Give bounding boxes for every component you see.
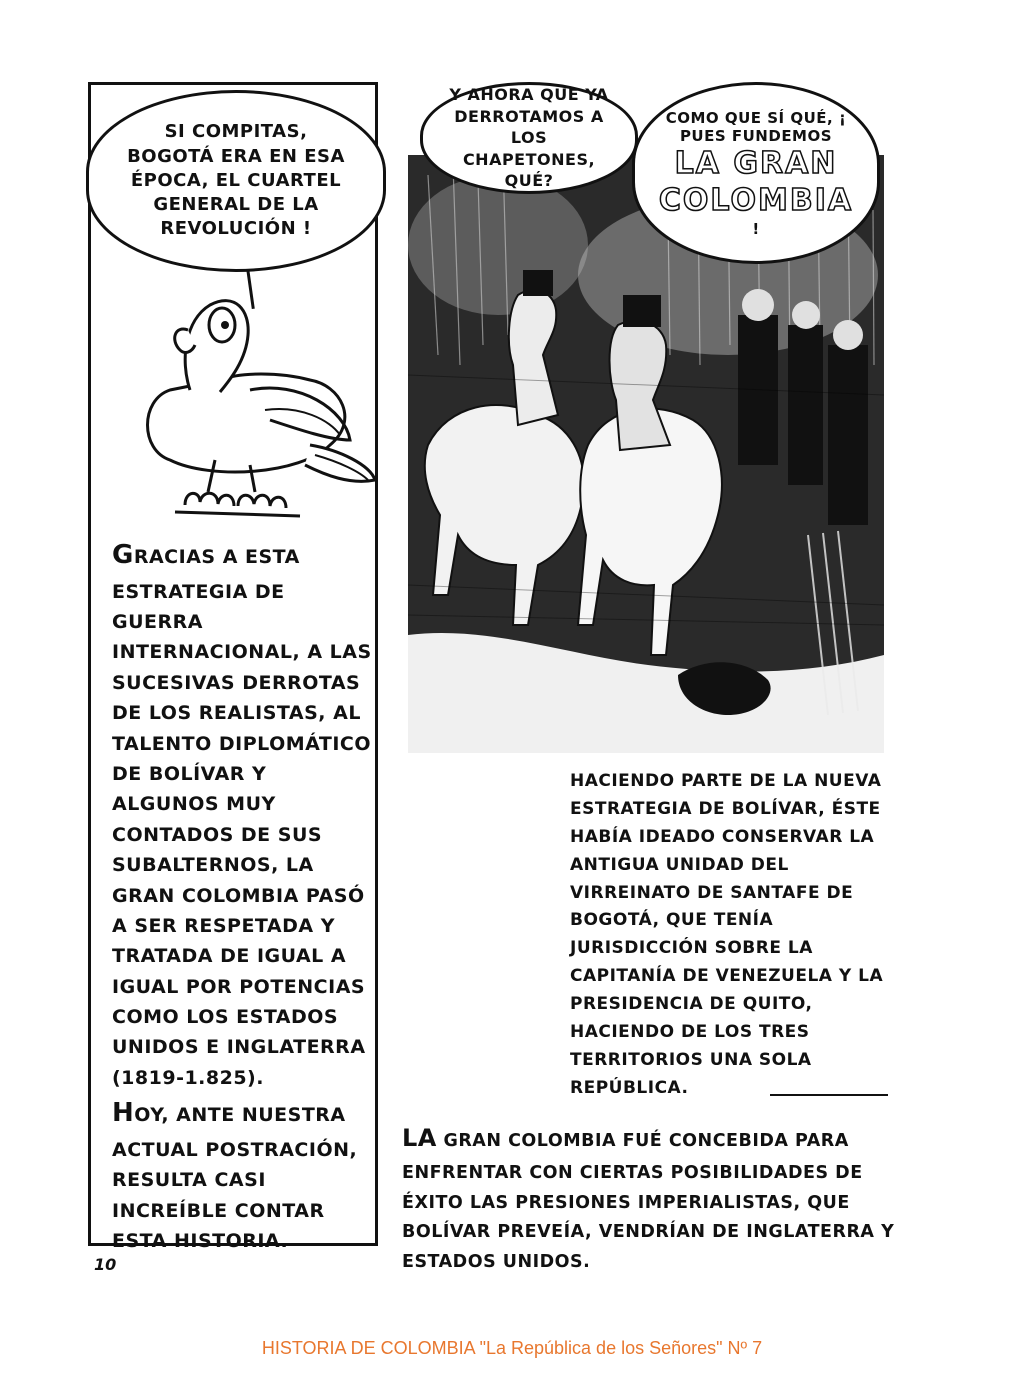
- bottom-narration-text: GRAN COLOMBIA FUÉ CONCEBIDA PARA ENFRENTAR CON CIERTAS POSIBILIDADES DE ÉXITO LAS PRESIONES IMPERIALISTAS, QUE BOLÍVAR PREVEÍA, VENDRÍAN DE INGLATERRA Y ESTADOS UNIDOS.: [402, 1131, 895, 1273]
- narration-divider: [770, 1094, 888, 1096]
- left-narration-text-2: OY, ANTE NUESTRA ACTUAL POSTRACIÓN, RESULTA CASI INCREÍBLE CONTAR ESTA HISTORIA.: [112, 1104, 358, 1252]
- question-speech-text: Y AHORA QUE YA DERROTAMOS A LOS CHAPETONES, QUÉ?: [449, 85, 609, 191]
- left-narration-initial-2: H: [112, 1098, 135, 1129]
- parrot-speech-text: SI COMPITAS, BOGOTÁ ERA EN ESA ÉPOCA, EL CUARTEL GENERAL DE LA REVOLUCIÓN !: [127, 121, 345, 240]
- bottom-narration-initial: LA: [402, 1124, 437, 1152]
- right-narration: [570, 768, 900, 1103]
- bottom-narration: [402, 1118, 902, 1278]
- answer-speech-end: !: [752, 219, 760, 238]
- right-narration-text: HACIENDO PARTE DE LA NUEVA ESTRATEGIA DE BOLÍVAR, ÉSTE HABÍA IDEADO CONSERVAR LA ANTIGUA UNIDAD DEL VIRREINATO DE SANTAFE DE BOGOTÁ, QUE TENÍA JURISDICCIÓN SOBRE LA CAPITANÍA DE VENEZUELA Y LA PRESIDENCIA DE QUITO, HACIENDO DE LOS TRES TERRITORIOS UNA SOLA REPÚBLICA.: [570, 771, 884, 1098]
- page-number: 10: [94, 1255, 117, 1274]
- page-footer: HISTORIA DE COLOMBIA "La República de los Señores" Nº 7: [261, 1338, 763, 1358]
- left-narration-text: RACIAS A ESTA ESTRATEGIA DE GUERRA INTERNACIONAL, A LAS SUCESIVAS DERROTAS DE LOS REALISTAS, AL TALENTO DIPLOMÁTICO DE BOLÍVAR Y ALGUNOS MUY CONTADOS DE SUS SUBALTERNOS, LA GRAN COLOMBIA PASÓ A SER RESPETADA Y TRATADA DE IGUAL A IGUAL POR POTENCIAS COMO LOS ESTADOS UNIDOS E INGLATERRA (1819-1.825).: [112, 546, 372, 1089]
- question-speech-bubble: [420, 82, 638, 194]
- answer-big-colombia: COLOMBIA: [658, 183, 854, 218]
- left-narration-initial: G: [112, 540, 134, 570]
- answer-speech-bubble: [632, 82, 880, 264]
- left-narration: [112, 535, 374, 1256]
- answer-big-la-gran: LA GRAN: [674, 145, 838, 181]
- parrot-speech-bubble: [86, 90, 386, 272]
- parrot-illustration: [130, 280, 390, 530]
- answer-speech-line1: COMO QUE SÍ QUÉ, ¡ PUES FUNDEMOS: [665, 108, 847, 145]
